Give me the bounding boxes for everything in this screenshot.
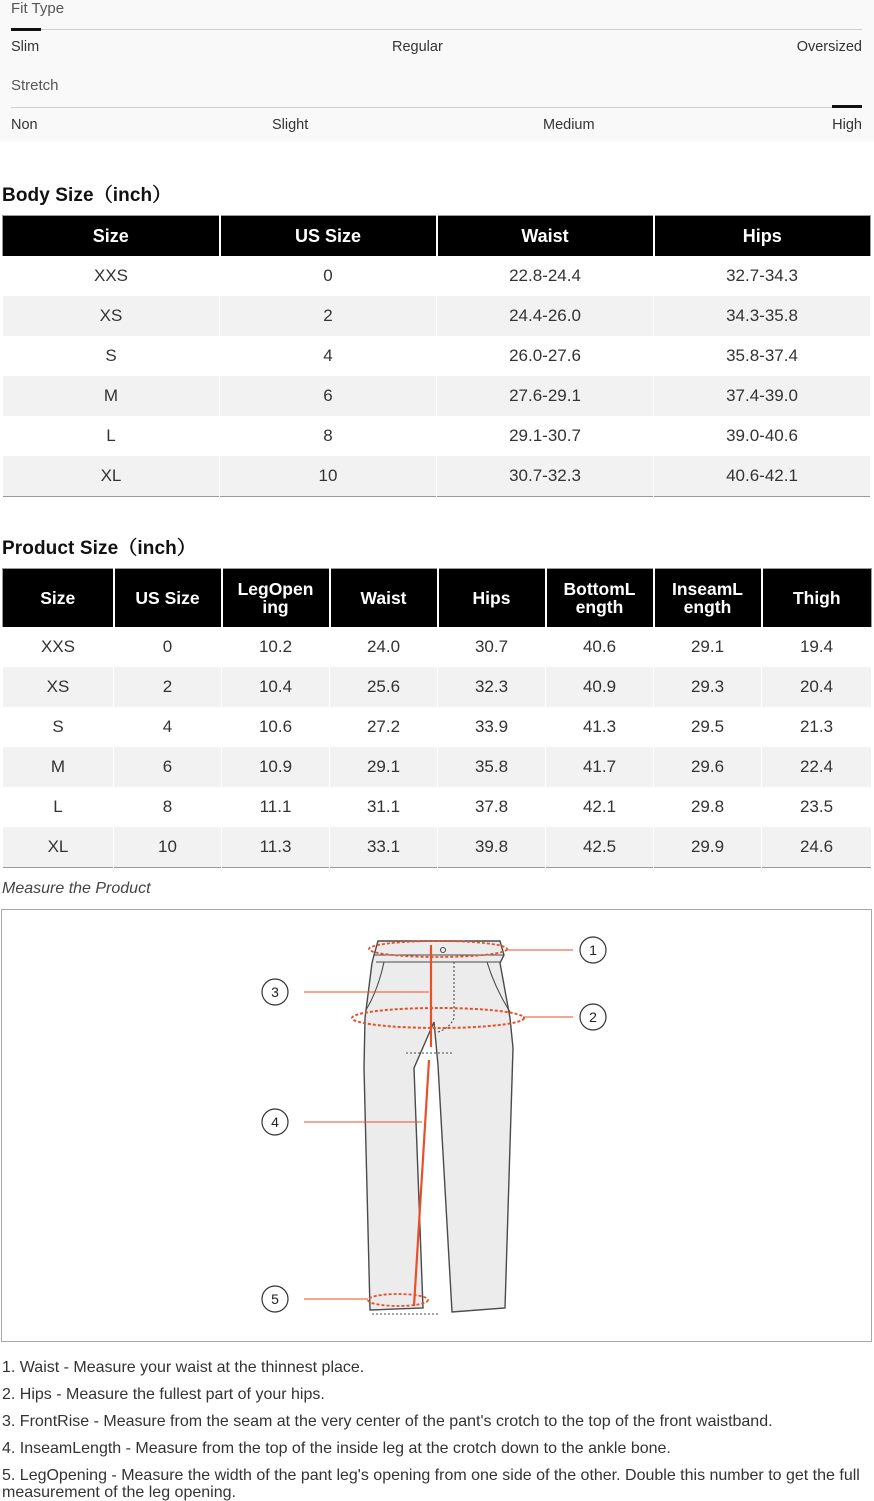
product-size-table [2,568,872,868]
product-size-cell: 10.2 [222,627,330,667]
product-header-line: Hips [472,588,511,608]
body-size-cell: 27.6-29.1 [437,376,654,416]
marker-5 [262,1286,288,1312]
fit-type-label: Fit Type [11,0,65,17]
product-size-cell: 29.9 [654,827,762,868]
product-header-cell [222,569,330,628]
product-size-cell: 11.3 [222,827,330,868]
pants-diagram-svg [2,910,871,1341]
body-size-cell: 26.0-27.6 [437,336,654,376]
stretch-label: Stretch [11,77,59,94]
fit-option-slim: Slim [11,39,40,55]
body-size-cell: 2 [220,296,437,336]
product-header-line: US Size [135,588,200,608]
stretch-option-high: High [832,117,862,133]
product-size-cell: 25.6 [330,667,438,707]
product-header-line: Size [40,588,76,608]
table-row [3,627,872,667]
body-size-cell: M [3,376,220,416]
product-size-cell: 40.6 [546,627,654,667]
product-size-cell: 30.7 [438,627,546,667]
product-size-cell: 20.4 [762,667,872,707]
body-header-size: Size [3,216,220,257]
marker-1-label: 1 [589,942,597,958]
product-size-cell: 2 [114,667,222,707]
table-row [3,787,872,827]
pants-body [364,941,513,1312]
product-header-cell [114,569,222,628]
product-size-cell: 33.1 [330,827,438,868]
product-size-cell: M [3,747,114,787]
product-size-cell: L [3,787,114,827]
product-header-cell [762,569,872,628]
table-row [3,256,871,296]
product-size-cell: 29.6 [654,747,762,787]
instruction-inseam: 4. InseamLength - Measure from the top of the inside leg at the crotch down to the ankle bone. [2,1440,671,1457]
product-size-cell: 41.3 [546,707,654,747]
product-size-cell: 27.2 [330,707,438,747]
product-header-line: LegOpen [237,579,314,599]
body-size-cell: 8 [220,416,437,456]
marker-1 [580,937,606,963]
product-header-line: Waist [360,588,407,608]
product-size-cell: 37.8 [438,787,546,827]
stretch-option-non: Non [11,117,38,133]
product-size-title-text: Product Size [2,538,119,559]
table-row [3,667,872,707]
instruction-front-rise: 3. FrontRise - Measure from the seam at the very center of the pant's crotch to the top of the front waistband. [2,1413,773,1430]
product-size-cell: 29.5 [654,707,762,747]
product-size-cell: 10.4 [222,667,330,707]
body-size-cell: XL [3,456,220,497]
body-size-cell: 39.0-40.6 [654,416,871,456]
fit-type-scale [11,29,862,30]
body-size-cell: 6 [220,376,437,416]
product-size-cell: 29.1 [330,747,438,787]
product-header-cell [654,569,762,628]
fit-option-oversized: Oversized [796,39,862,55]
product-header-cell [330,569,438,628]
product-size-cell: XS [3,667,114,707]
body-size-unit: （inch） [93,185,172,206]
body-size-cell: 4 [220,336,437,376]
marker-5-label: 5 [271,1291,279,1307]
fit-stretch-panel [0,0,874,142]
product-size-cell: 42.5 [546,827,654,868]
product-size-cell: 39.8 [438,827,546,868]
table-row [3,376,871,416]
marker-4-label: 4 [271,1114,279,1130]
product-size-cell: 19.4 [762,627,872,667]
body-size-cell: 30.7-32.3 [437,456,654,497]
product-size-cell: 24.6 [762,827,872,868]
product-header-line: BottomL [563,579,636,599]
product-size-cell: 21.3 [762,707,872,747]
table-row [3,456,871,497]
product-size-cell: 40.9 [546,667,654,707]
product-size-cell: 11.1 [222,787,330,827]
product-size-cell: 33.9 [438,707,546,747]
product-size-cell: 31.1 [330,787,438,827]
product-size-cell: 29.3 [654,667,762,707]
instruction-hips: 2. Hips - Measure the fullest part of your hips. [2,1386,325,1403]
marker-3 [262,979,288,1005]
body-size-header-row [3,216,871,257]
table-row [3,747,872,787]
product-header-line: Thigh [792,588,841,608]
body-size-cell: 32.7-34.3 [654,256,871,296]
product-size-cell: 42.1 [546,787,654,827]
product-size-header-row [3,569,872,628]
table-row [3,827,872,868]
product-size-cell: 4 [114,707,222,747]
body-size-cell: S [3,336,220,376]
product-header-cell [438,569,546,628]
product-size-cell: 8 [114,787,222,827]
marker-2-label: 2 [589,1009,597,1025]
fit-option-regular: Regular [392,39,443,55]
body-size-title [2,180,171,207]
measurement-diagram [1,909,872,1342]
product-size-title [2,533,196,560]
body-size-cell: 37.4-39.0 [654,376,871,416]
body-size-cell: 40.6-42.1 [654,456,871,497]
product-size-cell: S [3,707,114,747]
stretch-option-slight: Slight [272,117,309,133]
fit-type-marker [11,28,41,31]
body-header-us-size: US Size [220,216,437,257]
product-size-cell: XL [3,827,114,868]
product-header-line: ength [683,597,732,617]
product-size-cell: 24.0 [330,627,438,667]
product-size-cell: 29.1 [654,627,762,667]
body-header-hips: Hips [654,216,871,257]
product-size-cell: 0 [114,627,222,667]
product-size-cell: 23.5 [762,787,872,827]
body-size-table [2,215,871,497]
marker-3-label: 3 [271,984,279,1000]
measure-caption: Measure the Product [2,880,151,897]
marker-2 [580,1004,606,1030]
product-size-cell: 10.9 [222,747,330,787]
stretch-scale [11,107,862,108]
product-size-cell: 29.8 [654,787,762,827]
table-row [3,336,871,376]
instruction-leg-opening: 5. LegOpening - Measure the width of the pant leg's opening from one side of the other. Double this number to get the full measurement of the leg opening. [2,1467,860,1501]
marker-4 [262,1109,288,1135]
product-size-cell: XXS [3,627,114,667]
measurement-instructions [2,1354,862,1501]
table-row [3,707,872,747]
body-size-cell: 0 [220,256,437,296]
product-header-line: ing [262,597,289,617]
body-size-cell: 24.4-26.0 [437,296,654,336]
product-size-unit: （inch） [118,538,196,559]
body-size-cell: 10 [220,456,437,497]
body-size-title-text: Body Size [2,185,94,206]
stretch-option-medium: Medium [543,117,595,133]
product-size-cell: 32.3 [438,667,546,707]
body-size-cell: 22.8-24.4 [437,256,654,296]
body-size-cell: 35.8-37.4 [654,336,871,376]
body-size-cell: 29.1-30.7 [437,416,654,456]
stretch-marker [832,105,862,108]
product-size-cell: 41.7 [546,747,654,787]
product-size-cell: 10 [114,827,222,868]
product-header-cell [546,569,654,628]
product-size-cell: 35.8 [438,747,546,787]
body-size-cell: L [3,416,220,456]
product-size-cell: 10.6 [222,707,330,747]
body-size-cell: XXS [3,256,220,296]
product-size-cell: 6 [114,747,222,787]
table-row [3,416,871,456]
instruction-waist: 1. Waist - Measure your waist at the thinnest place. [2,1359,365,1376]
body-size-cell: 34.3-35.8 [654,296,871,336]
body-size-cell: XS [3,296,220,336]
pants-illustration [364,941,513,1312]
product-size-cell: 22.4 [762,747,872,787]
table-row [3,296,871,336]
product-header-line: InseamL [672,579,743,599]
product-header-line: ength [575,597,624,617]
body-header-waist: Waist [437,216,654,257]
product-header-cell [3,569,114,628]
